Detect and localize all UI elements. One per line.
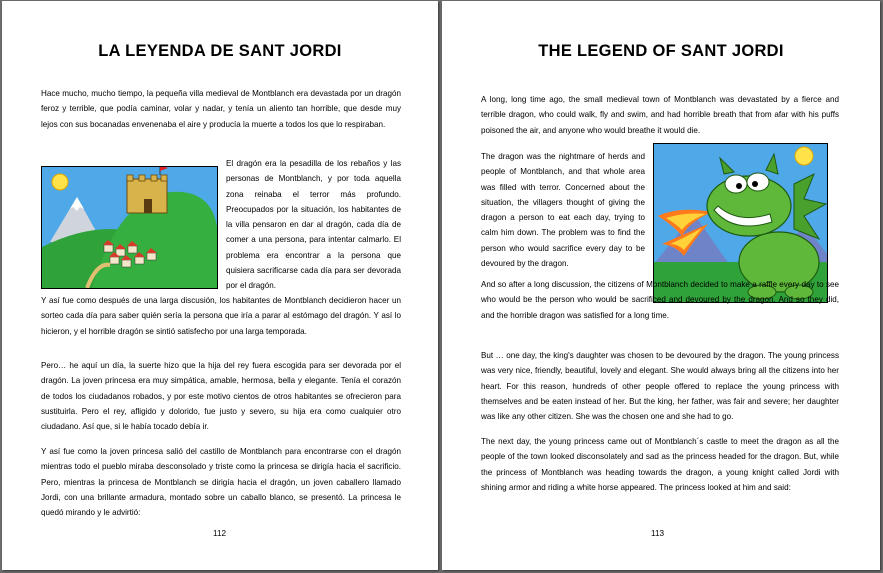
dragon-eye-left: [725, 175, 747, 193]
right-paragraph-2: The dragon was the nightmare of herds and people of Montblanch, and that whole area was filled with terror. Concerned about the situation, the villagers thought of giving the dragon a person to eat each day, trying to calm him down. The problem was to find the person who would sacrifice every day to be devoured by the dragon.: [481, 152, 645, 269]
right-paragraph-5: The next day, the young princess came out of Montblanch´s castle to meet the dragon as all the people of the town looked disconsolately and sad as the princess headed for the dragon. But, while the princess of Montblanch was heading towards the dragon, a young knight called Jordi with shining armor and riding a white horse appeared. The princess looked at him and said:: [481, 437, 839, 492]
left-paragraph-1: Hace mucho, mucho tiempo, la pequeña villa medieval de Montblanch era devastada por un dragón feroz y terrible, que podía caminar, volar y nadar, y tenía un aliento tan horrible, que desde muy lejos con sus bocanadas envenenaba el aire y producía la muerte a todos los que lo respiraban.: [41, 89, 401, 129]
right-page: [442, 1, 880, 570]
left-paragraph-3: Y así fue como después de una larga discusión, los habitantes de Montblanch decidieron hacer un sorteo cada día para saber quién sería la persona que iría a parar al estómago del dragón. Y así lo hicieron, y el horrible dragón se sintió satisfecho por una larga temporada.: [41, 296, 401, 336]
left-page: [2, 1, 438, 570]
castle-on-hill-illustration: [41, 166, 218, 289]
sun-icon: [795, 147, 813, 165]
right-paragraph-1: A long, long time ago, the small medieval town of Montblanch was devastated by a fierce and terrible dragon, who could walk, fly and swim, and had horrible breath that from afar with his puffs poisoned the air, and anyone who would breathe it would die.: [481, 95, 839, 135]
left-paragraph-5: Y así fue como la joven princesa salió del castillo de Montblanch para encontrarse con el dragón mientras todo el pueblo miraba desconsolado y triste como la princesa se dirigía hacia el sacrificio. Pero, mientras la princesa de Montblanch se dirigía hacia el dragón, un joven caballero llamado Jordi, con una brillante armadura, montado sobre un caballo blanco, se presentó. La princesa le quedó mirando y le advirtió:: [41, 447, 401, 518]
sun-icon: [52, 174, 68, 190]
castle-scene-svg: [42, 167, 217, 288]
left-page-number: 112: [213, 529, 227, 538]
left-page-title: LA LEYENDA DE SANT JORDI: [98, 42, 342, 60]
right-page-number: 113: [651, 529, 665, 538]
right-paragraph-4: But … one day, the king's daughter was chosen to be devoured by the dragon. The young princess was very nice, friendly, beautiful, lovely and elegant. She would always bring all the citizens into her heart. For this reason, hundreds of other people offered to replace the young princess with themselves and be eaten instead of her. But the king, her father, was fair and severe; her daughter was like any other citizen. She was the chosen one and she had to go.: [481, 351, 839, 422]
dragon-eye-right: [747, 173, 769, 191]
left-paragraph-4: Pero… he aquí un día, la suerte hizo que la hija del rey fuera escogida para ser devorada por el dragón. La joven princesa era muy simpática, amable, hermosa, bella y elegante. Tenía el corazón de todos los ciudadanos robados, y por este motivo cientos de otros habitantes se ofrecieron para sustituirla. Pero el rey, afligido y dolorido, fue justo y severo, su hija era como cualquier otro ciudadano. Así que, si le había tocado debía ir.: [41, 361, 401, 432]
right-paragraph-3: And so after a long discussion, the citizens of Montblanch decided to make a raffle every day to see who would be the person who would be sacrificed and devoured by the dragon. And so they did, and the horrible dragon was satisfied for a long time.: [481, 280, 839, 320]
right-page-title: THE LEGEND OF SANT JORDI: [538, 42, 784, 60]
left-paragraph-2: El dragón era la pesadilla de los rebaños y las personas de Montblanch, y por toda aquella zona reinaba el terror más profundo. Preocupados por la situación, los habitantes de la villa pensaron en dar al dragón, cada día de comer a una persona, para intentar calmarlo. El problema era encontrar a la persona que quisiera sacrificarse cada día para ser devorada por el dragón.: [226, 159, 401, 291]
